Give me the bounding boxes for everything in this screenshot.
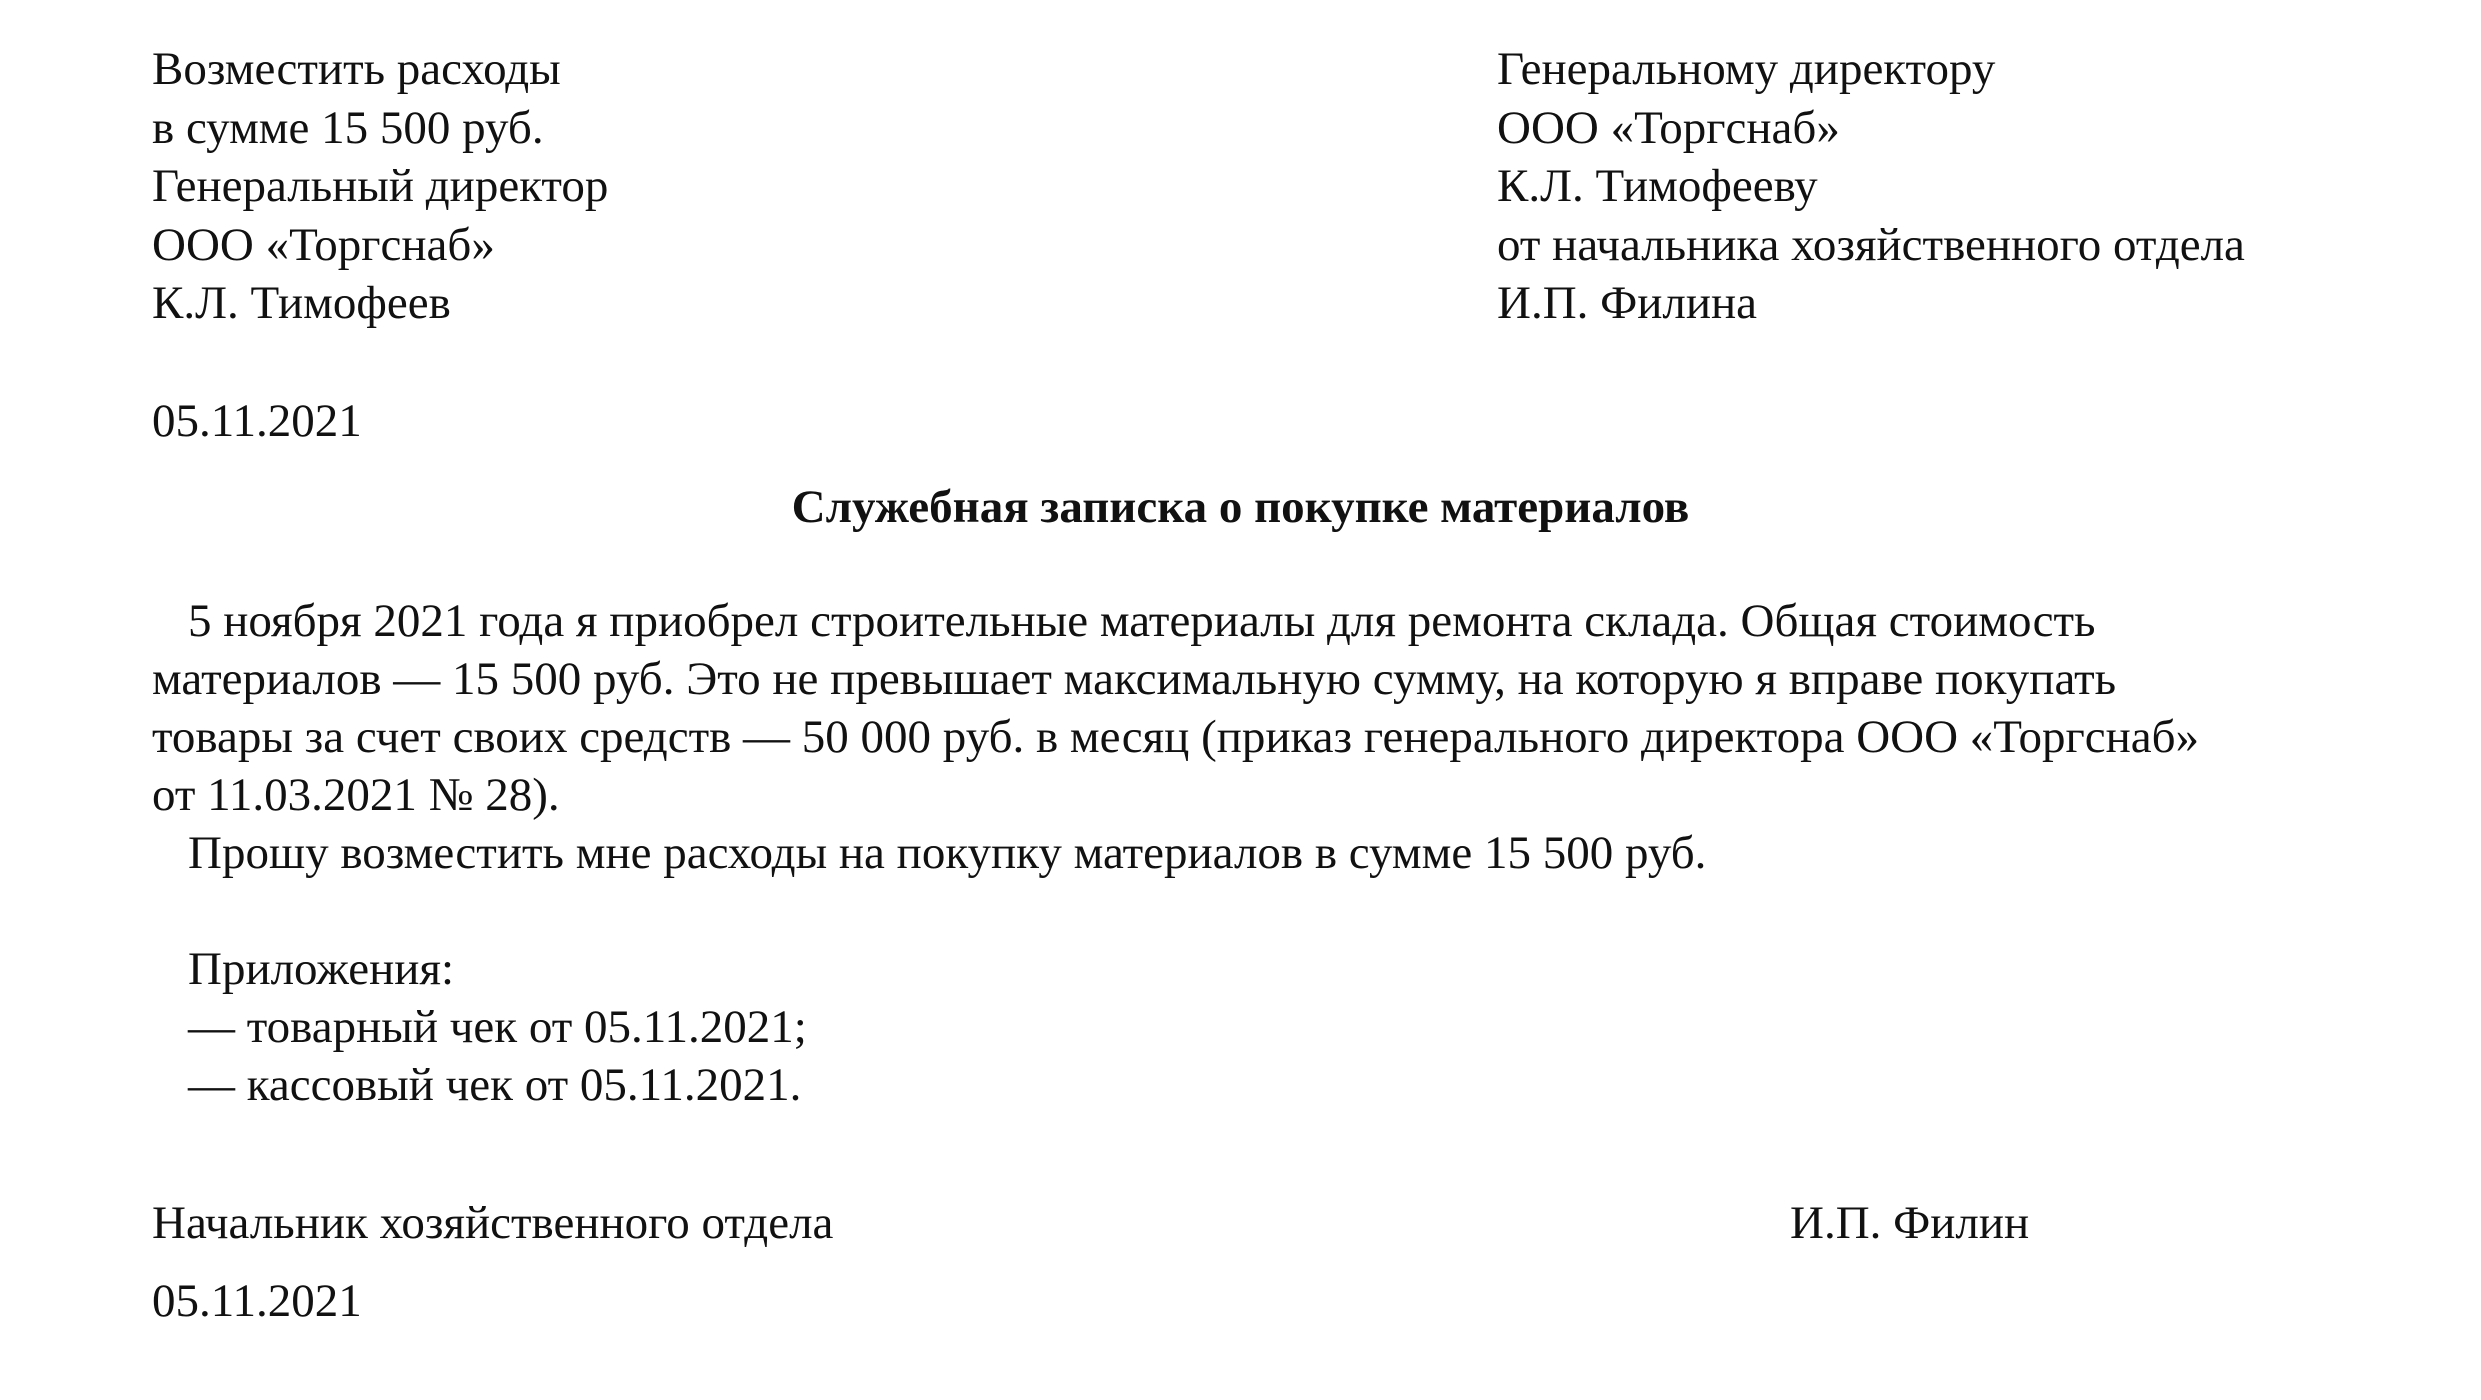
addressee-line: И.П. Филина — [1497, 277, 1758, 329]
attachments-heading: Приложения: — [188, 943, 455, 995]
body-line: товары за счет своих средств — 50 000 руб. в месяц (приказ генерального директора ООО «Торгснаб» — [152, 711, 2200, 763]
addressee-line: ООО «Торгснаб» — [1497, 101, 1840, 154]
signer-name: И.П. Филин — [1790, 1197, 2030, 1249]
resolution-line: в сумме 15 500 руб. — [152, 101, 544, 154]
attachment-item: — кассовый чек от 05.11.2021. — [188, 1059, 802, 1111]
resolution-line: Генеральный директор — [152, 160, 609, 212]
attachments-block — [188, 940, 807, 1114]
resolution-line: К.Л. Тимофеев — [152, 277, 451, 329]
body-request-line: Прошу возместить мне расходы на покупку материалов в сумме 15 500 руб. — [188, 827, 1707, 879]
body-line: 5 ноября 2021 года я приобрел строительные материалы для ремонта склада. Общая стоимость — [188, 595, 2096, 647]
document-title: Служебная записка о покупке материалов — [791, 481, 1690, 533]
signature-date: 05.11.2021 — [152, 1275, 362, 1327]
resolution-line: ООО «Торгснаб» — [152, 218, 495, 271]
addressee-block — [1497, 40, 2245, 333]
memo-body — [152, 592, 2342, 882]
attachment-item: — товарный чек от 05.11.2021; — [188, 1001, 807, 1053]
addressee-line: К.Л. Тимофееву — [1497, 160, 1818, 212]
resolution-block — [152, 40, 608, 333]
body-line: материалов — 15 500 руб. Это не превышает максимальную сумму, на которую я вправе покупать — [152, 653, 2117, 705]
body-line: от 11.03.2021 № 28). — [152, 769, 560, 821]
addressee-line: Генеральному директору — [1497, 43, 1996, 95]
resolution-date: 05.11.2021 — [152, 395, 362, 447]
signer-position: Начальник хозяйственного отдела — [152, 1197, 834, 1249]
resolution-line: Возместить расходы — [152, 43, 561, 95]
addressee-line: от начальника хозяйственного отдела — [1497, 218, 2245, 271]
